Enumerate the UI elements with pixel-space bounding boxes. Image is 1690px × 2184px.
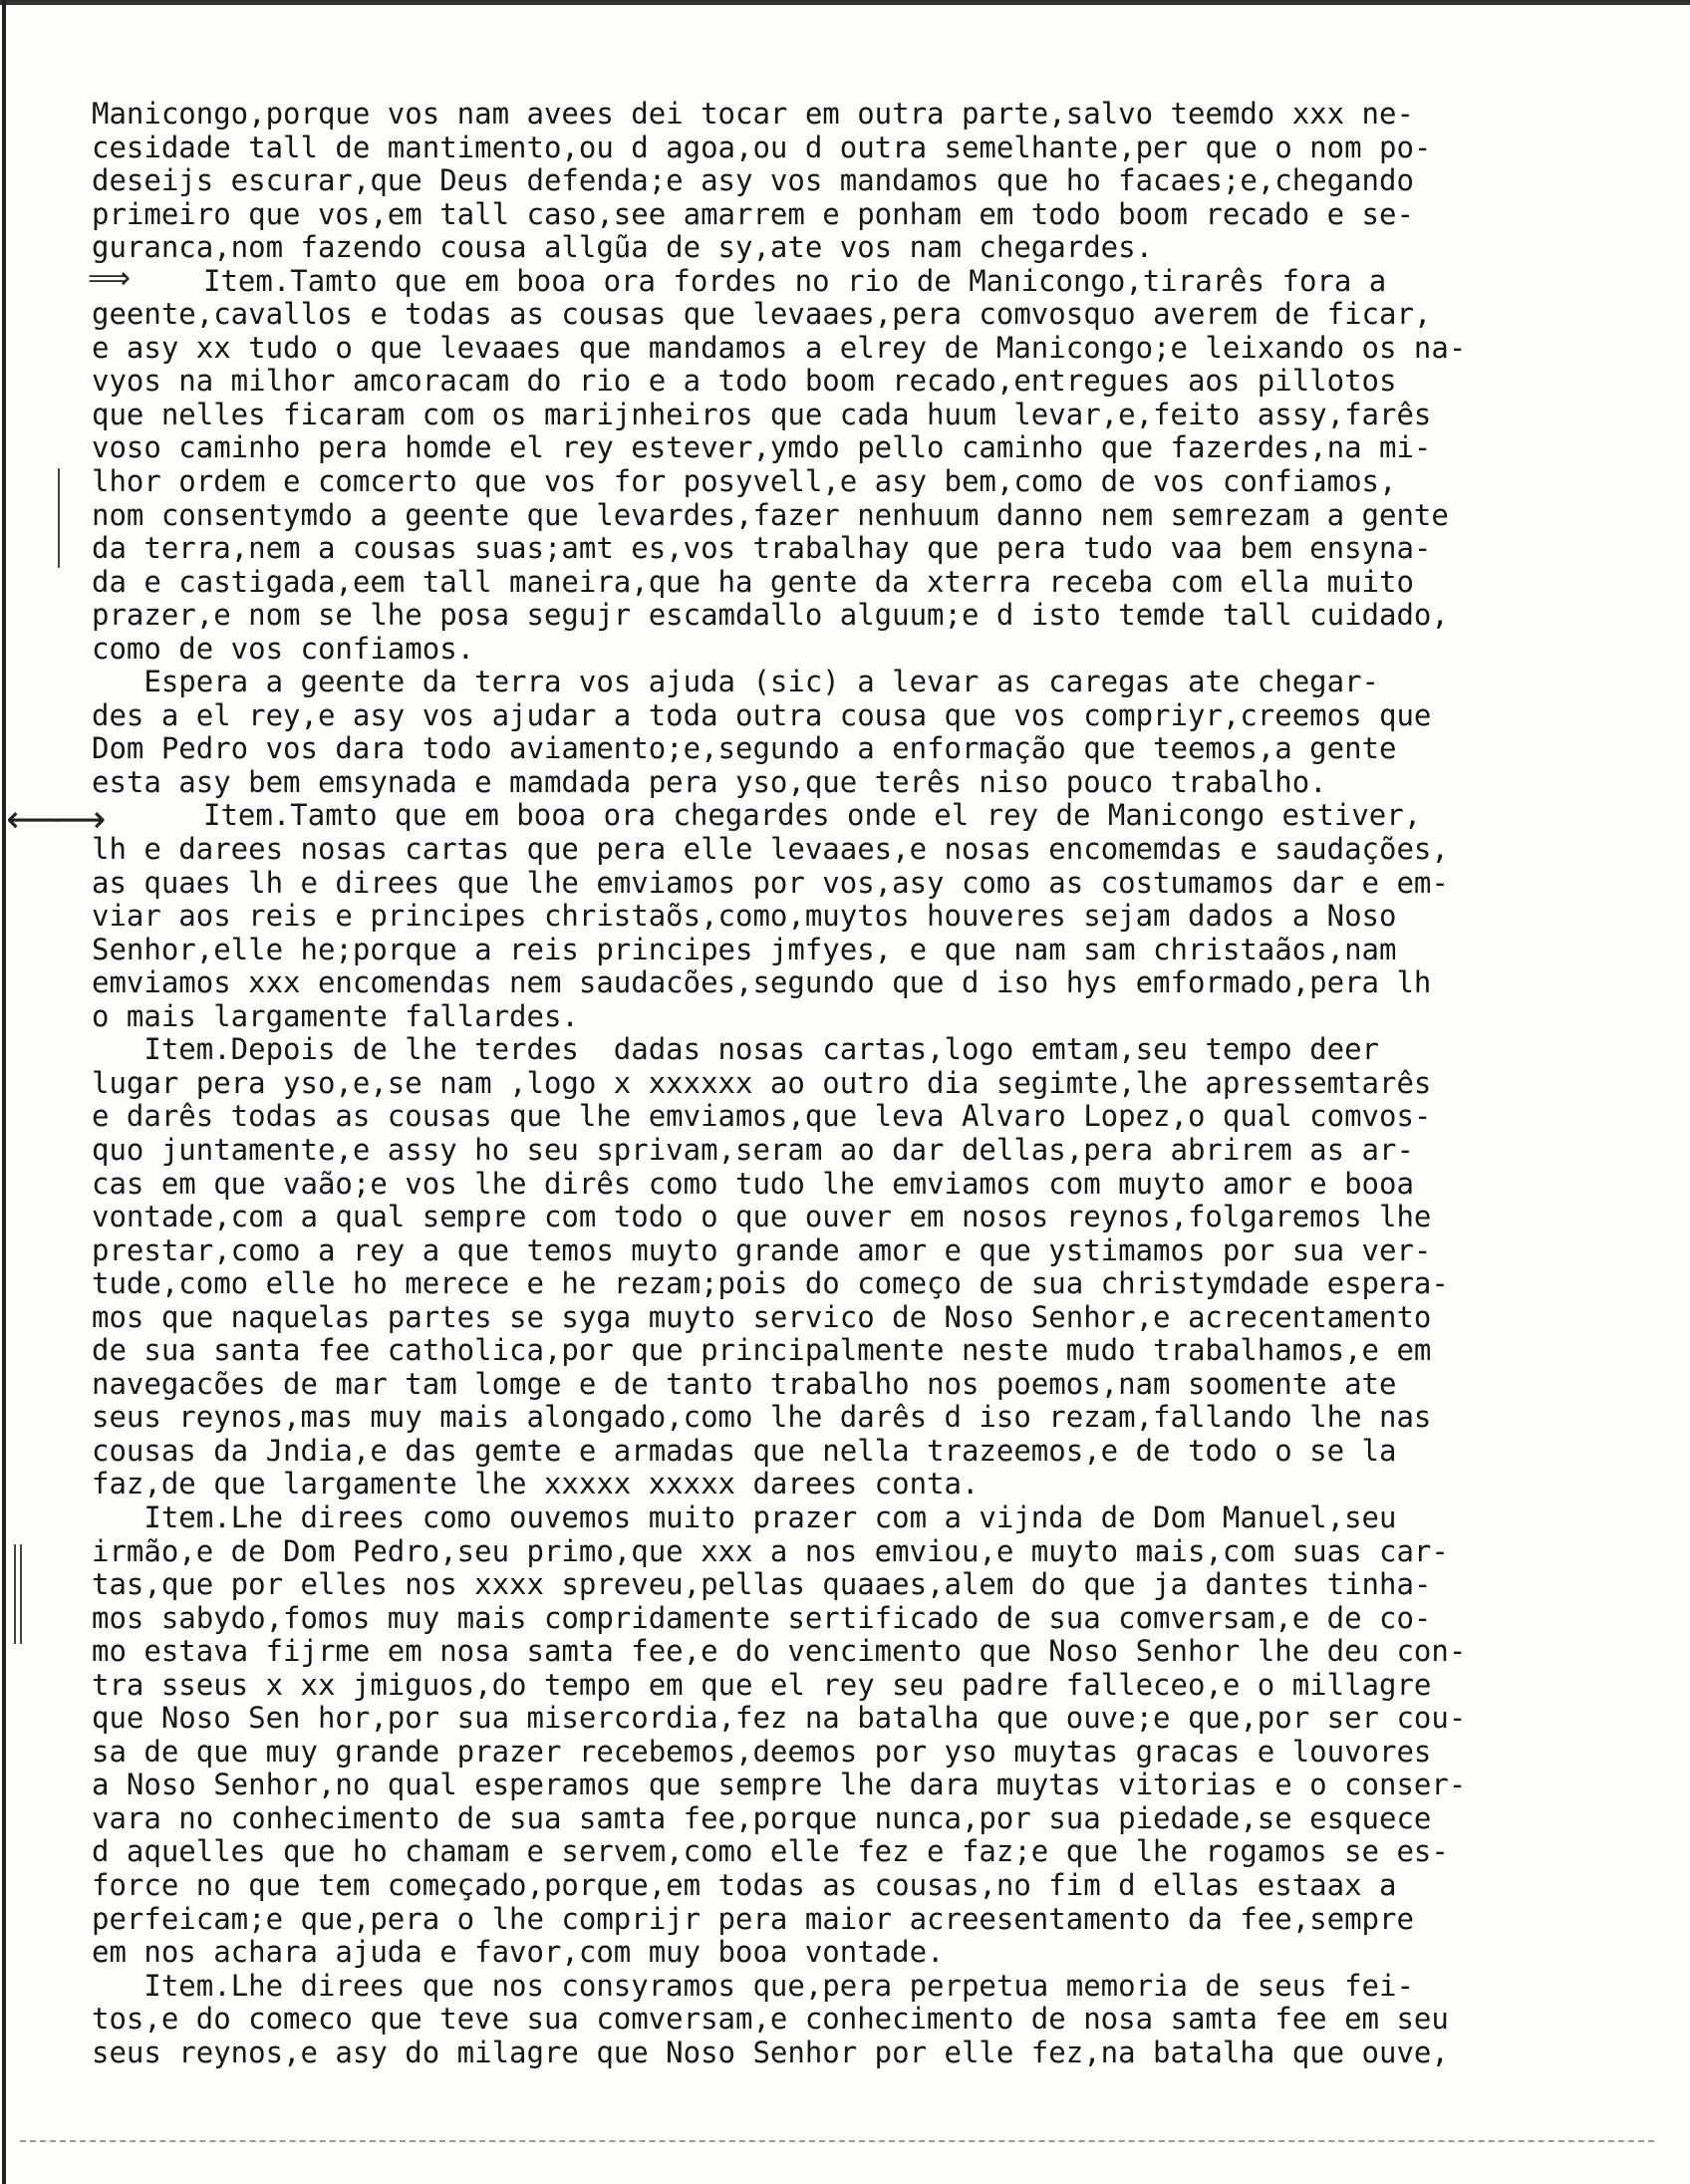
- text-line: quo juntamente,e assy ho seu sprivam,seram ao dar dellas,pera abrirem as ar-: [92, 1132, 1414, 1167]
- text-line: mos sabydo,fomos muy mais compridamente sertificado de sua comversam,e de co-: [92, 1600, 1432, 1635]
- text-line: tra sseus x xx jmiguos,do tempo em que el rey seu padre falleceo,e o millagre: [92, 1667, 1432, 1702]
- text-line: perfeicam;e que,pera o lhe comprijr pera maior acreesentamento da fee,sempre: [92, 1901, 1414, 1936]
- margin-double-mark-2: [20, 1544, 22, 1644]
- text-line: as quaes lh e direes que lhe emviamos por vos,asy como as costumamos dar e em-: [92, 865, 1449, 900]
- text-line: de sua santa fee catholica,por que principalmente neste mudo trabalhamos,e em: [92, 1333, 1432, 1368]
- text-line: e asy xx tudo o que levaaes que mandamos a elrey de Manicongo;e leixando os na-: [92, 330, 1467, 365]
- scan-bottom-edge: [20, 2140, 1654, 2142]
- text-line: cousas da Jndia,e das gemte e armadas que nella trazeemos,e de todo o se la: [92, 1433, 1397, 1468]
- text-line: Item.Lhe direes como ouvemos muito prazer com a vijnda de Dom Manuel,seu: [92, 1500, 1397, 1534]
- text-line: Item.Lhe direes que nos consyramos que,pera perpetua memoria de seus fei-: [92, 1968, 1414, 2003]
- text-line: da e castigada,eem tall maneira,que ha gente da xterra receba com ella muito: [92, 564, 1414, 599]
- text-line: vara no conhecimento de sua samta fee,porque nunca,por sua piedade,se esquece: [92, 1800, 1432, 1835]
- text-line: voso caminho pera homde el rey estever,ymdo pello caminho que fazerdes,na mi-: [92, 430, 1432, 465]
- text-line: em nos achara ajuda e favor,com muy booa vontade.: [92, 1935, 945, 1970]
- text-line: Manicongo,porque vos nam avees dei tocar em outra parte,salvo teemdo xxx ne-: [92, 97, 1414, 131]
- text-line: des a el rey,e asy vos ajudar a toda outra cousa que vos compriyr,creemos que: [92, 697, 1432, 732]
- text-line: cesidade tall de mantimento,ou d agoa,ou d outra semelhante,per que o nom po-: [92, 130, 1432, 164]
- text-line: lugar pera yso,e,se nam ,logo x xxxxxx ao outro dia segimte,lhe apressemtarês: [92, 1065, 1432, 1100]
- margin-vertical-mark: [58, 468, 60, 568]
- text-line: e darês todas as cousas que lhe emviamos,que leva Alvaro Lopez,o qual comvos-: [92, 1099, 1432, 1134]
- scan-left-edge: [2, 0, 6, 2184]
- text-line: mos que naquelas partes se syga muyto servico de Noso Senhor,e acrecentamento: [92, 1299, 1432, 1334]
- text-line: deseijs escurar,que Deus defenda;e asy vos mandamos que ho facaes;e,chegando: [92, 163, 1414, 198]
- text-line: a Noso Senhor,no qual esperamos que sempre lhe dara muytas vitorias e o conser-: [92, 1768, 1467, 1802]
- text-line: irmão,e de Dom Pedro,seu primo,que xxx a nos emviou,e muyto mais,com suas car-: [92, 1533, 1449, 1568]
- margin-right-arrow: ⟶: [52, 797, 107, 841]
- text-line: sa de que muy grande prazer recebemos,deemos por yso muytas gracas e louvores: [92, 1734, 1432, 1769]
- text-line: cas em que vaão;e vos lhe dirês como tudo lhe emviamos com muyto amor e booa: [92, 1166, 1414, 1201]
- text-line: o mais largamente fallardes.: [92, 998, 579, 1033]
- text-line: lhor ordem e comcerto que vos for posyvell,e asy bem,como de vos confiamos,: [92, 464, 1397, 499]
- text-line: que nelles ficaram com os marijnheiros que cada huum levar,e,feito assy,farês: [92, 397, 1432, 431]
- text-line: vyos na milhor amcoracam do rio e a todo boom recado,entregues aos pillotos: [92, 364, 1397, 399]
- text-line: d aquelles que ho chamam e servem,como elle fez e faz;e que lhe rogamos se es-: [92, 1834, 1449, 1869]
- text-line: Dom Pedro vos dara todo aviamento;e,segundo a enformação que teemos,a gente: [92, 731, 1397, 766]
- text-line: como de vos confiamos.: [92, 631, 475, 666]
- text-line: mo estava fijrme em nosa samta fee,e do vencimento que Noso Senhor lhe deu con-: [92, 1634, 1467, 1669]
- margin-arrow-mark: ⟹: [88, 261, 132, 296]
- text-line: tas,que por elles nos xxxx spreveu,pellas quaaes,alem do que ja dantes tinha-: [92, 1567, 1432, 1602]
- text-line: Senhor,elle he;porque a reis principes jmfyes, e que nam sam christaãos,nam: [92, 932, 1397, 966]
- text-line: nom consentymdo a geente que levardes,fazer nenhuum danno nem semrezam a gente: [92, 497, 1449, 532]
- scan-top-edge: [0, 0, 1690, 5]
- text-line: seus reynos,e asy do milagre que Noso Senhor por elle fez,na batalha que ouve,: [92, 2035, 1449, 2069]
- text-line: primeiro que vos,em tall caso,see amarrem e ponham em todo boom recado e se-: [92, 196, 1414, 231]
- text-line: tos,e do comeco que teve sua comversam,e conhecimento de nosa samta fee em seu: [92, 2002, 1449, 2037]
- text-line: Item.Tamto que em booa ora fordes no rio de Manicongo,tirarês fora a: [203, 263, 1387, 298]
- text-line: faz,de que largamente lhe xxxxx xxxxx darees conta.: [92, 1467, 980, 1502]
- text-line: vontade,com a qual sempre com todo o que ouver em nosos reynos,folgaremos lhe: [92, 1200, 1432, 1234]
- text-line: tude,como elle ho merece e he rezam;pois do começo de sua christymdade espera-: [92, 1266, 1449, 1301]
- text-line: esta asy bem emsynada e mamdada pera yso,que terês niso pouco trabalho.: [92, 764, 1327, 799]
- text-line: da terra,nem a cousas suas;amt es,vos trabalhay que pera tudo vaa bem ensyna-: [92, 531, 1432, 566]
- text-line: force no que tem começado,porque,em todas as cousas,no fim d ellas estaax a: [92, 1867, 1397, 1902]
- text-line: Item.Depois de lhe terdes dadas nosas cartas,logo emtam,seu tempo deer: [92, 1032, 1380, 1067]
- text-line: guranca,nom fazendo cousa allgũa de sy,ate vos nam chegardes.: [92, 230, 1154, 265]
- text-line: emviamos xxx encomendas nem saudacões,segundo que d iso hys emformado,pera lh: [92, 965, 1432, 1000]
- margin-left-arrow: ⟵: [6, 797, 61, 841]
- text-line: Item.Tamto que em booa ora chegardes onde el rey de Manicongo estiver,: [203, 798, 1422, 833]
- text-line: lh e darees nosas cartas que pera elle levaaes,e nosas encomemdas e saudações,: [92, 832, 1449, 867]
- text-line: que Noso Sen hor,por sua misercordia,fez na batalha que ouve;e que,por ser cou-: [92, 1701, 1467, 1736]
- text-line: geente,cavallos e todas as cousas que levaaes,pera comvosquo averem de ficar,: [92, 297, 1432, 332]
- text-line: Espera a geente da terra vos ajuda (sic) a levar as caregas ate chegar-: [92, 665, 1380, 699]
- text-line: viar aos reis e principes christaõs,como,muytos houveres sejam dados a Noso: [92, 899, 1397, 934]
- typed-text-body: [92, 98, 1686, 2069]
- margin-double-mark: [14, 1544, 16, 1644]
- text-line: prestar,como a rey a que temos muyto grande amor e que ystimamos por sua ver-: [92, 1232, 1432, 1267]
- text-line: prazer,e nom se lhe posa segujr escamdallo alguum;e d isto temde tall cuidado,: [92, 598, 1449, 633]
- text-line: seus reynos,mas muy mais alongado,como lhe darês d iso rezam,fallando lhe nas: [92, 1400, 1432, 1435]
- text-line: navegacões de mar tam lomge e de tanto trabalho nos poemos,nam soomente ate: [92, 1366, 1397, 1401]
